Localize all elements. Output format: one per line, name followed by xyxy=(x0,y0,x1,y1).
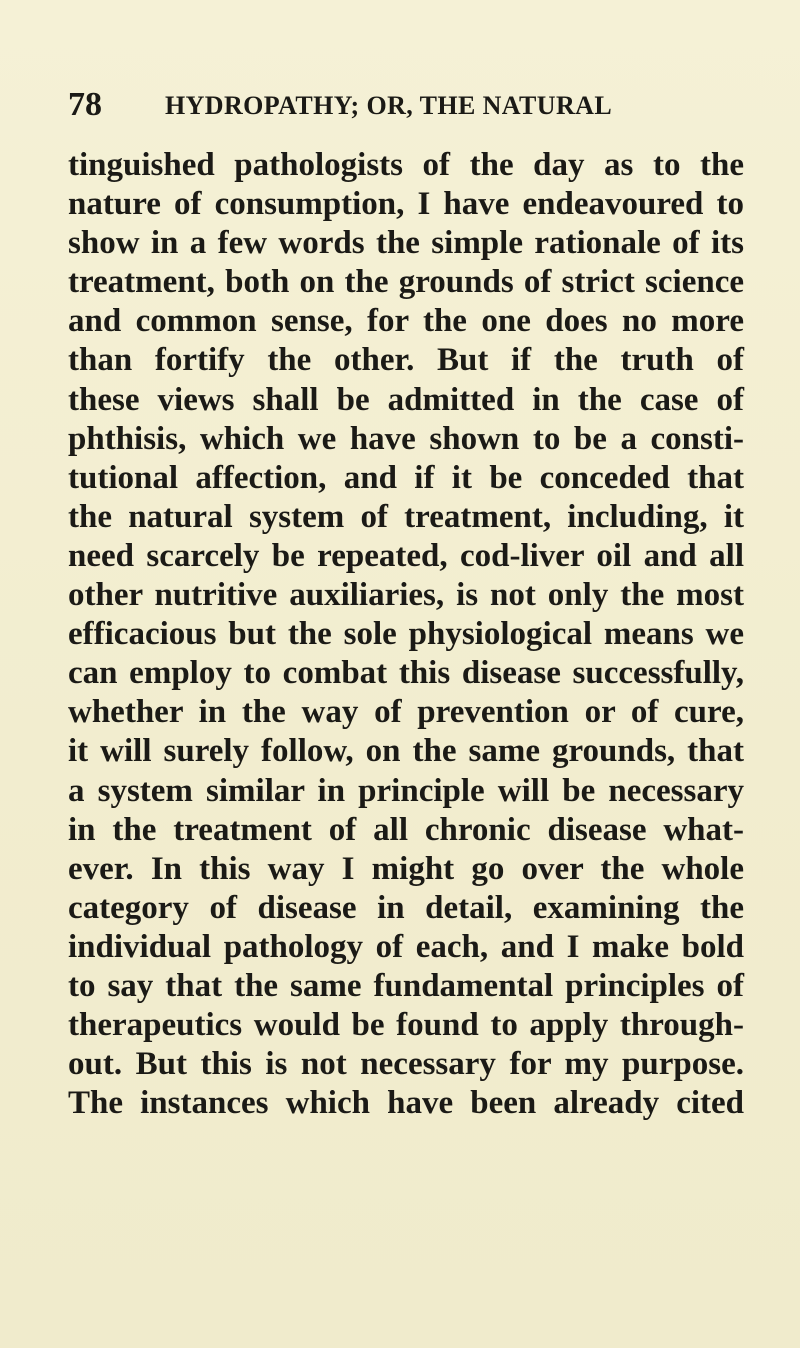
body-text xyxy=(68,146,744,1123)
text-line: individual pathology of each, and I make bold xyxy=(68,928,744,965)
text-line: can employ to combat this disease successfully, xyxy=(68,655,744,692)
text-line: these views shall be admitted in the case of xyxy=(68,381,744,418)
text-line: tutional affection, and if it be conceded that xyxy=(68,459,744,496)
text-line: phthisis, which we have shown to be a consti- xyxy=(68,420,744,457)
text-line: and common sense, for the one does no more xyxy=(68,303,744,340)
text-line: ever. In this way I might go over the whole xyxy=(68,850,744,887)
text-line: treatment, both on the grounds of strict science xyxy=(68,264,744,301)
text-line: a system similar in principle will be necessary xyxy=(68,772,744,809)
text-line: tinguished pathologists of the day as to the xyxy=(68,147,744,183)
running-head xyxy=(68,84,748,126)
text-line: show in a few words the simple rationale of its xyxy=(68,225,744,262)
running-head-title: HYDROPATHY; OR, THE NATURAL xyxy=(165,91,613,120)
text-line: category of disease in detail, examining the xyxy=(68,889,744,926)
text-line: other nutritive auxiliaries, is not only the most xyxy=(68,577,744,614)
text-line: whether in the way of prevention or of cure, xyxy=(68,694,744,731)
text-line: to say that the same fundamental principles of xyxy=(68,967,744,1004)
text-line: in the treatment of all chronic disease what- xyxy=(68,811,744,848)
text-line: need scarcely be repeated, cod-liver oil and all xyxy=(68,537,744,574)
text-line: The instances which have been already cited xyxy=(68,1085,744,1122)
text-line: the natural system of treatment, including, it xyxy=(68,498,744,535)
text-line: nature of consumption, I have endeavoured to xyxy=(68,186,744,223)
text-line: therapeutics would be found to apply through- xyxy=(68,1007,744,1044)
text-line: efficacious but the sole physiological means we xyxy=(68,616,744,653)
text-line: out. But this is not necessary for my purpose. xyxy=(68,1046,744,1083)
text-line: it will surely follow, on the same grounds, that xyxy=(68,733,744,770)
text-line: than fortify the other. But if the truth of xyxy=(68,342,744,379)
page-number: 78 xyxy=(68,86,102,123)
